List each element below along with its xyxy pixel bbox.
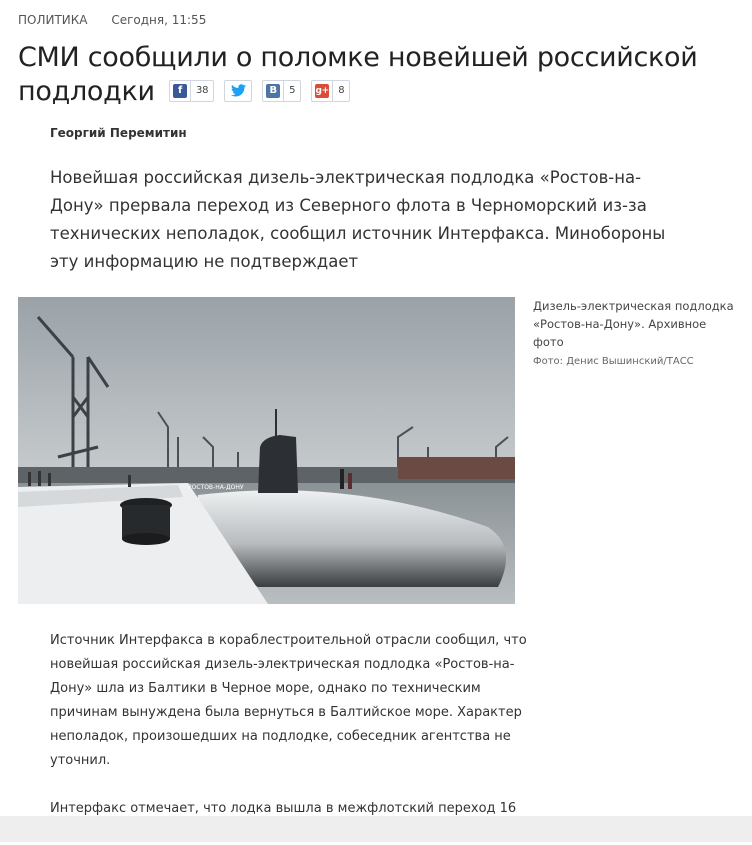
photo-caption — [533, 297, 738, 371]
google-plus-icon: g+ — [315, 85, 329, 96]
share-bar — [169, 80, 360, 102]
photo-caption-text: Дизель-электрическая подлодка «Ростов-на-Дону». Архивное фото — [533, 299, 734, 349]
vk-icon: B — [266, 84, 280, 98]
share-vk-button[interactable] — [262, 80, 301, 102]
twitter-icon — [231, 84, 246, 97]
article-paragraph: Интерфакс отмечает, что лодка вышла в межфлотский переход 16 — [50, 801, 517, 816]
article-photo — [18, 297, 515, 604]
share-facebook-button[interactable] — [169, 80, 214, 102]
article-paragraph: Источник Интерфакса в кораблестроительной отрасли сообщил, что новейшая российская дизель-электрическая подлодка «Ростов-на-Дону» шла из Балтики в Черное море, однако по техническим причинам вынуждена была вернуться в Балтийское море. Характер неполадок, произошедших на подлодке, собеседник агентства не уточнил. — [50, 633, 527, 768]
share-count: 8 — [332, 81, 349, 101]
publish-time: Сегодня, 11:55 — [111, 13, 207, 27]
author-name[interactable]: Георгий Перемитин — [50, 126, 187, 140]
hull-marking: РОСТОВ-НА-ДОНУ — [188, 484, 244, 491]
photo-credit: Фото: Денис Вышинский/ТАСС — [533, 356, 694, 367]
article-meta — [18, 13, 226, 27]
share-gplus-button[interactable] — [311, 80, 350, 102]
facebook-icon: f — [173, 84, 187, 98]
share-count: 5 — [283, 81, 300, 101]
share-twitter-button[interactable] — [224, 80, 252, 102]
section-label[interactable]: ПОЛИТИКА — [18, 13, 88, 27]
article-lead: Новейшая российская дизель-электрическая подлодка «Ростов-на-Дону» прервала переход из Северного флота в Черноморский из-за технических неполадок, сообщил источник Интерфакса. Минобороны эту информацию не подтверждает — [50, 168, 666, 271]
article-title-text: СМИ сообщили о поломке новейшей российской подлодки — [18, 42, 698, 107]
share-count: 38 — [190, 81, 213, 101]
article-body — [50, 629, 530, 845]
bottom-bar — [0, 816, 752, 842]
article-title — [18, 41, 718, 109]
